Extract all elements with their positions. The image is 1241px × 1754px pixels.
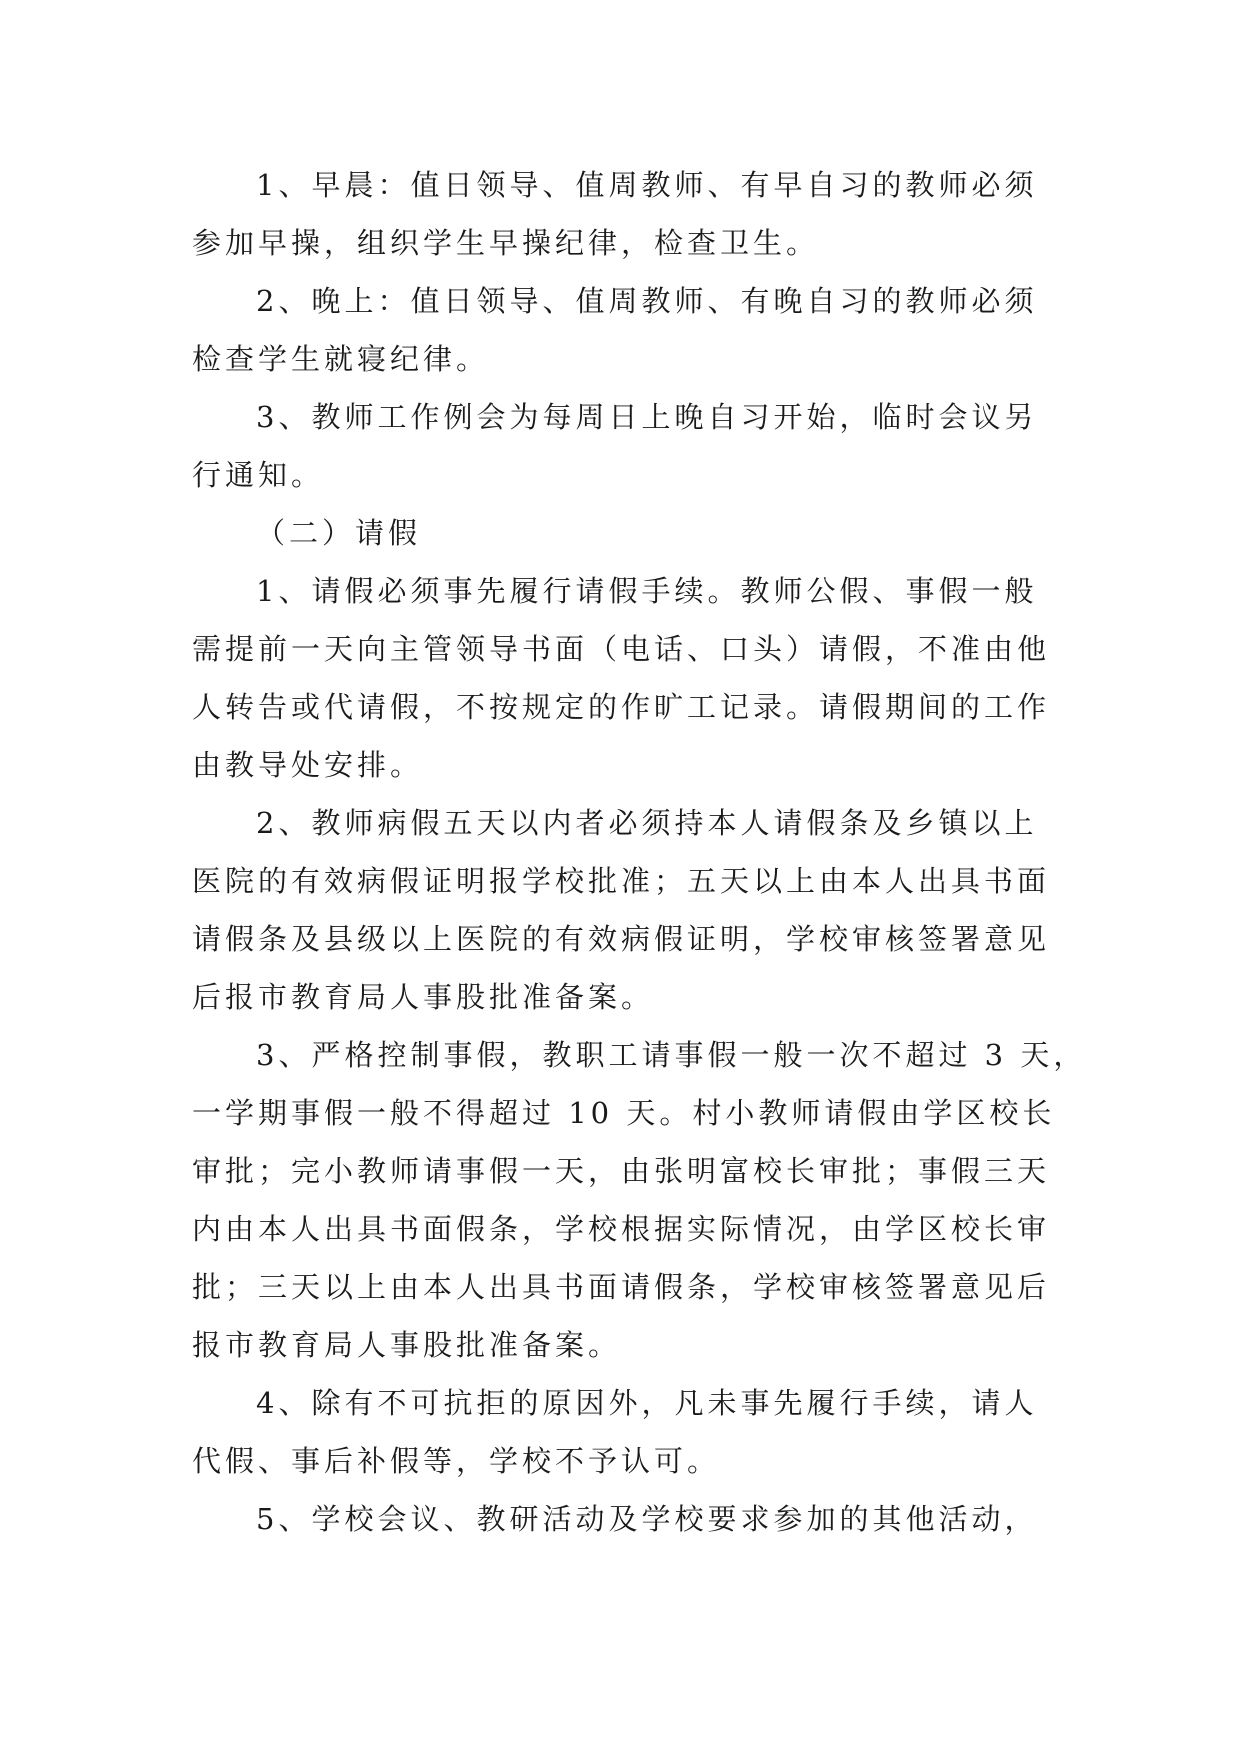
text-line: 一学期事假一般不得超过 10 天。村小教师请假由学区校长 (192, 1096, 1056, 1130)
paragraph-morning (192, 156, 1052, 272)
text-line: 2、教师病假五天以内者必须持本人请假条及乡镇以上 (256, 806, 1038, 840)
text-line: 由教导处安排。 (192, 748, 424, 782)
paragraph-weekly-meeting (192, 388, 1052, 504)
paragraph-evening (192, 272, 1052, 388)
text-line: 代假、事后补假等，学校不予认可。 (192, 1444, 721, 1478)
paragraph-school-activities (192, 1490, 1052, 1548)
text-line: 3、严格控制事假，教职工请事假一般一次不超过 3 天， (256, 1038, 1087, 1072)
text-line: 检查学生就寝纪律。 (192, 342, 490, 376)
text-line: 审批；完小教师请事假一天，由张明富校长审批；事假三天 (192, 1154, 1051, 1188)
paragraph-unapproved-leave (192, 1374, 1052, 1490)
paragraph-personal-leave (192, 1026, 1087, 1374)
text-line: 需提前一天向主管领导书面（电话、口头）请假，不准由他 (192, 632, 1051, 666)
text-line: 报市教育局人事股批准备案。 (192, 1328, 622, 1362)
text-line: 4、除有不可抗拒的原因外，凡未事先履行手续，请人 (256, 1386, 1038, 1420)
text-line: 批；三天以上由本人出具书面请假条，学校审核签署意见后 (192, 1270, 1051, 1304)
document-body (192, 156, 1087, 1548)
text-line: 后报市教育局人事股批准备案。 (192, 980, 655, 1014)
text-line: 参加早操，组织学生早操纪律，检查卫生。 (192, 226, 820, 260)
section-heading-leave (192, 504, 1052, 562)
paragraph-leave-procedure (192, 562, 1052, 794)
section-heading: （二）请假 (256, 516, 422, 550)
text-line: 内由本人出具书面假条，学校根据实际情况，由学区校长审 (192, 1212, 1051, 1246)
text-line: 人转告或代请假，不按规定的作旷工记录。请假期间的工作 (192, 690, 1051, 724)
text-line: 请假条及县级以上医院的有效病假证明，学校审核签署意见 (192, 922, 1051, 956)
text-line: 5、学校会议、教研活动及学校要求参加的其他活动， (256, 1502, 1038, 1536)
text-line: 1、早晨：值日领导、值周教师、有早自习的教师必须 (256, 168, 1038, 202)
paragraph-sick-leave (192, 794, 1052, 1026)
text-line: 2、晚上：值日领导、值周教师、有晚自习的教师必须 (256, 284, 1038, 318)
text-line: 3、教师工作例会为每周日上晚自习开始，临时会议另 (256, 400, 1038, 434)
text-line: 医院的有效病假证明报学校批准；五天以上由本人出具书面 (192, 864, 1051, 898)
text-line: 行通知。 (192, 458, 325, 492)
text-line: 1、请假必须事先履行请假手续。教师公假、事假一般 (256, 574, 1038, 608)
